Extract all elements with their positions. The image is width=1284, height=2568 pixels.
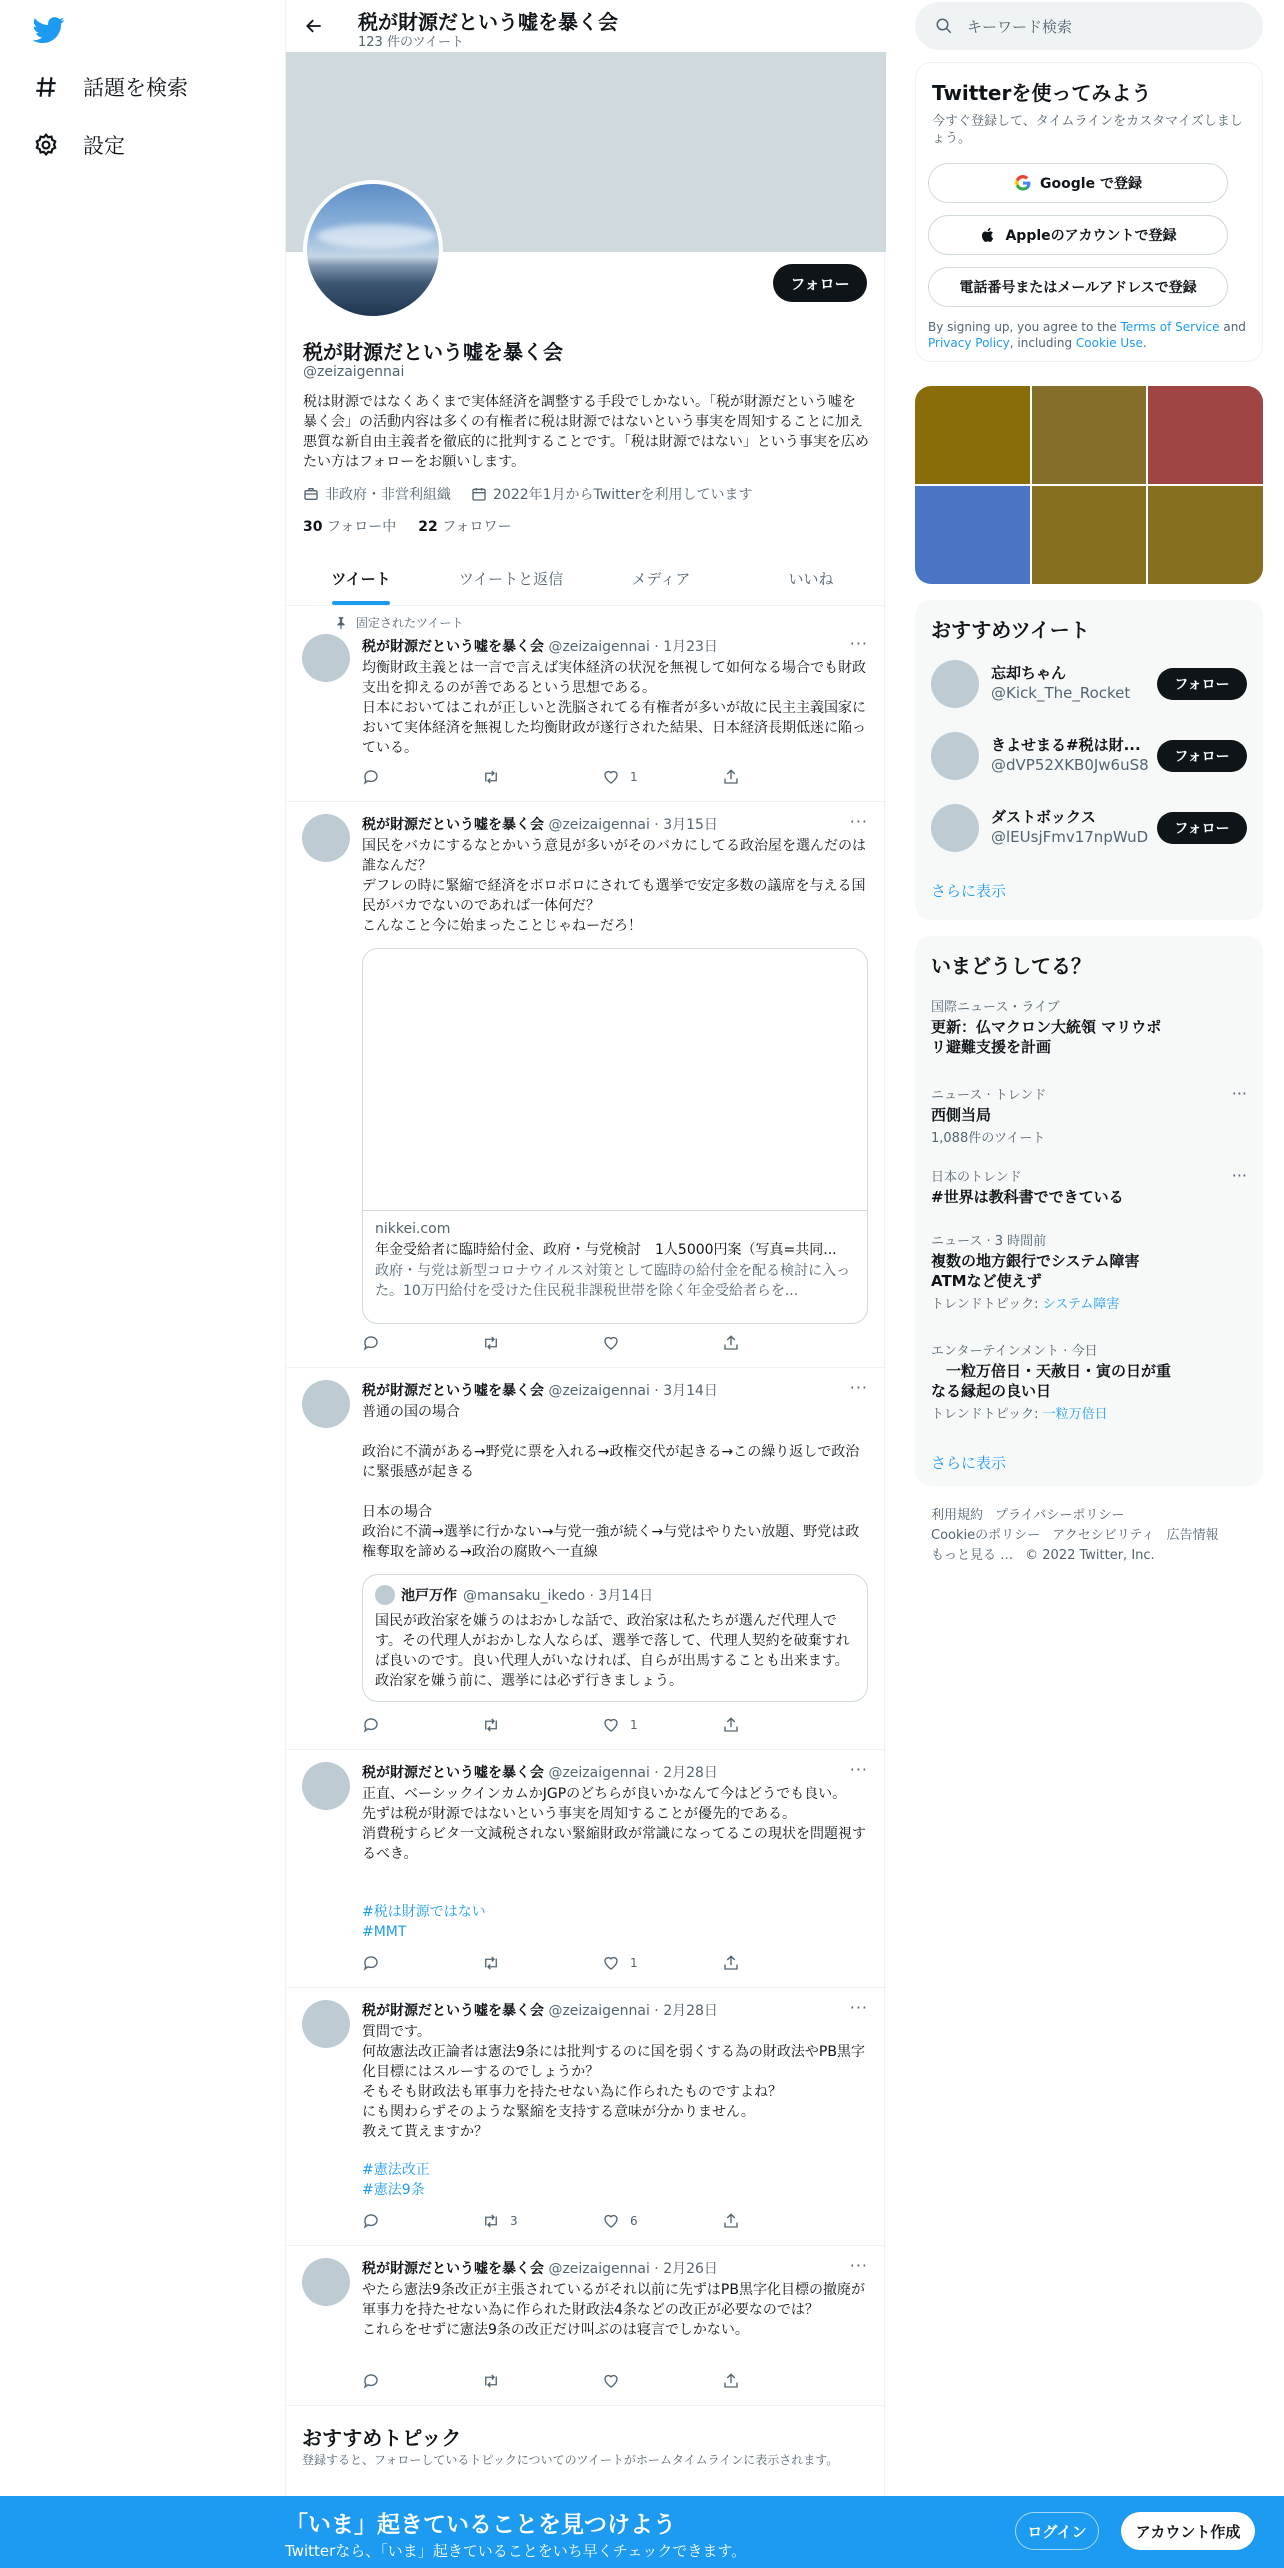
topics-title: おすすめトピック — [302, 2426, 462, 2450]
nav-settings-label: 設定 — [83, 134, 125, 158]
heart-icon — [602, 2212, 620, 2230]
profile-follow-stats — [303, 516, 512, 536]
retweet-icon — [482, 1334, 500, 1352]
tweet-text: 正直、ベーシックインカムかJGPのどちらが良いかなんて今はどうでも良い。 先ずは税が財源ではないという事実を周知することが優先的である。 消費税すらビタ一文減税されない緊縮財政が常識になってるこの現状を問題視するべき。 — [362, 1786, 866, 1862]
profile-column — [285, 0, 885, 2568]
retweet-icon — [482, 2212, 500, 2230]
search-input[interactable] — [915, 2, 1263, 50]
link-card-image — [363, 949, 867, 1211]
cookie-use-link[interactable]: Cookie Use — [1075, 336, 1143, 350]
retweet-button[interactable] — [482, 768, 542, 786]
reply-button[interactable] — [362, 1334, 422, 1352]
tweet-author-name[interactable]: 税が財源だという嘘を暴く会 — [362, 2261, 544, 2277]
account-handle: @dVP52XKB0Jw6uS8 — [991, 756, 1149, 774]
tweet[interactable] — [286, 802, 886, 1368]
tweet-avatar[interactable] — [302, 634, 350, 682]
tweet-meta: @zeizaigennai · 1月23日 — [548, 639, 718, 655]
terms-end: . — [1142, 336, 1147, 350]
tweet-actions — [362, 2212, 782, 2230]
like-button[interactable] — [602, 1716, 662, 1734]
tweet-text: 国民をバカにするなとかいう意見が多いがそのバカにしてる政治屋を選んだのは誰なんだ？ デフレの時に緊縮で経済をボロボロにされても選挙で安定多数の議席を与える国民がバカでないのであれば一体何だ？ こんなこと今に始まったことじゃねーだろ！ — [362, 838, 866, 934]
share-icon — [722, 1954, 740, 1972]
more-options-icon[interactable]: ··· — [1231, 1166, 1247, 1185]
tweet-header — [362, 2000, 718, 2020]
gear-icon — [33, 132, 59, 158]
like-count: 1 — [630, 1718, 638, 1732]
account-name[interactable]: 忘却ちゃん — [991, 664, 1067, 682]
tab-tweets[interactable]: ツイート — [286, 552, 436, 605]
recommended-account[interactable] — [931, 656, 1247, 712]
more-options-icon[interactable]: ··· — [849, 1378, 868, 1397]
tweet-avatar[interactable] — [302, 814, 350, 862]
like-button[interactable] — [602, 2212, 662, 2230]
profile-joined — [471, 484, 752, 504]
trend-item[interactable] — [931, 1166, 1247, 1207]
heart-icon — [602, 1334, 620, 1352]
quote-header — [375, 1585, 855, 1605]
trend-tweet-count: 1,088件のツイート — [931, 1131, 1046, 1146]
tweet-actions — [362, 768, 782, 786]
retweet-icon — [482, 2372, 500, 2390]
heart-icon — [602, 1716, 620, 1734]
reply-icon — [362, 2372, 380, 2390]
tweet-text: やたら憲法9条改正が主張されているがそれ以前に先ずはPB黒字化目標の撤廃が軍事力を持たせない為に作られた財政法4条などの改正が必要なのでは？ これらをせずに憲法9条の改正だけ叫ぶのは寝言でしかない。 — [362, 2282, 865, 2338]
share-button[interactable] — [722, 1716, 782, 1734]
tweet[interactable] — [286, 1368, 886, 1750]
following-link[interactable] — [303, 516, 396, 536]
media-thumbnail[interactable] — [1148, 386, 1263, 484]
like-count: 1 — [630, 770, 638, 784]
recommended-accounts — [915, 600, 1263, 920]
nav-explore[interactable] — [33, 72, 188, 102]
hashtag-icon — [33, 74, 59, 100]
show-more-link[interactable]: さらに表示 — [931, 882, 1007, 900]
link-card[interactable] — [362, 948, 868, 1324]
following-label: フォロー中 — [326, 519, 397, 535]
more-options-icon[interactable]: ··· — [849, 634, 868, 653]
like-count: 6 — [630, 2214, 638, 2228]
avatar[interactable] — [931, 732, 979, 780]
bottom-bar-subtitle: Twitterなら、「いま」起きていることをいち早くチェックできます。 — [285, 2542, 747, 2560]
tweet[interactable] — [286, 2246, 886, 2406]
tweet-text: 均衡財政主義とは一言で言えば実体経済の状況を無視して如何なる場合でも財政支出を抑えるのが善であるという思想である。 日本においてはこれが正しいと洗脳されてる有権者が多いが故に民主主義国家において実体経済を無視した均衡財政が遂行された結果、日本経済長期低迷に陥っている。 — [362, 660, 866, 756]
footer-links — [931, 1506, 1251, 1566]
footer-link[interactable]: Cookieのポリシー — [931, 1528, 1041, 1543]
footer-link[interactable]: アクセシビリティ — [1052, 1528, 1155, 1543]
follow-button[interactable]: フォロー — [1157, 812, 1247, 844]
bottom-bar-title: 「いま」起きていることを見つけよう — [285, 2512, 676, 2538]
tab-tweets-replies[interactable]: ツイートと返信 — [458, 570, 564, 588]
retweet-icon — [482, 1954, 500, 1972]
share-button[interactable] — [722, 768, 782, 786]
trend-topic-label: トレンドトピック: — [931, 1407, 1043, 1422]
media-thumbnail[interactable] — [1148, 486, 1263, 584]
reply-icon — [362, 768, 380, 786]
retweet-icon — [482, 1716, 500, 1734]
terms-prefix: By signing up, you agree to the — [928, 320, 1121, 334]
heart-icon — [602, 768, 620, 786]
copyright: © 2022 Twitter, Inc. — [1025, 1548, 1155, 1563]
apple-icon — [979, 226, 997, 244]
hashtag-link[interactable]: #税は財源ではない — [362, 1904, 486, 1920]
phone-email-signup-button[interactable]: 電話番号またはメールアドレスで登録 — [928, 267, 1228, 307]
trend-topic-link[interactable]: 一粒万倍日 — [1042, 1407, 1108, 1422]
reply-button[interactable] — [362, 2372, 422, 2390]
trend-item[interactable] — [931, 1230, 1247, 1312]
briefcase-icon — [303, 486, 319, 502]
retweet-icon — [482, 768, 500, 786]
tweet-header — [362, 814, 718, 834]
tweet-author-name[interactable]: 税が財源だという嘘を暴く会 — [362, 2003, 544, 2019]
reply-button[interactable] — [362, 768, 422, 786]
profile-handle: @zeizaigennai — [303, 364, 405, 380]
back-button[interactable] — [300, 12, 328, 40]
signup-title: Twitterを使ってみよう — [932, 81, 1152, 105]
tweet[interactable] — [286, 1750, 886, 1988]
tweet[interactable] — [286, 1988, 886, 2246]
quote-avatar — [375, 1585, 395, 1605]
profile-meta — [303, 484, 752, 504]
signup-subtitle: 今すぐ登録して、タイムラインをカスタマイズしましょう。 — [932, 114, 1243, 146]
trend-topic-link[interactable]: システム障害 — [1042, 1297, 1120, 1312]
tweet-meta: @zeizaigennai · 2月28日 — [548, 1765, 718, 1781]
followers-count: 22 — [418, 519, 438, 535]
google-signup-button[interactable] — [928, 163, 1228, 203]
profile-category — [303, 484, 451, 504]
profile-name: 税が財源だという嘘を暴く会 — [303, 340, 563, 364]
heart-icon — [602, 1954, 620, 1972]
trend-item[interactable] — [931, 1340, 1247, 1422]
more-options-icon[interactable]: ··· — [849, 2256, 868, 2275]
follow-button[interactable]: フォロー — [1157, 668, 1247, 700]
account-name[interactable]: ダストボックス — [991, 808, 1096, 826]
pinned-text: 固定されたツイート — [356, 616, 464, 630]
trend-category: ニュース · トレンド — [931, 1088, 1047, 1103]
more-options-icon[interactable]: ··· — [1231, 1084, 1247, 1103]
profile-category-text: 非政府・非営利組織 — [325, 487, 451, 503]
tweet-header — [362, 636, 718, 656]
reply-button[interactable] — [362, 1716, 422, 1734]
nav-explore-label: 話題を検索 — [83, 76, 188, 100]
trend-category: 日本のトレンド — [931, 1170, 1022, 1185]
tweet-header — [362, 2258, 718, 2278]
recommended-account[interactable] — [931, 800, 1247, 856]
reply-icon — [362, 1334, 380, 1352]
tweet-author-name[interactable]: 税が財源だという嘘を暴く会 — [362, 639, 544, 655]
tweet-meta: @zeizaigennai · 3月15日 — [548, 817, 718, 833]
privacy-policy-link[interactable]: Privacy Policy — [928, 336, 1010, 350]
like-button[interactable] — [602, 1954, 662, 1972]
follow-button[interactable]: フォロー — [1157, 740, 1247, 772]
recommended-title: おすすめツイート — [931, 618, 1090, 642]
trends-title: いまどうしてる？ — [931, 954, 1091, 978]
tweet-actions — [362, 1954, 782, 1972]
share-button[interactable] — [722, 2212, 782, 2230]
trend-category: エンターテインメント · 今日 — [931, 1344, 1098, 1359]
tweet-author-name[interactable]: 税が財源だという嘘を暴く会 — [362, 1765, 544, 1781]
more-options-icon[interactable]: ··· — [849, 1998, 868, 2017]
like-button[interactable] — [602, 2372, 662, 2390]
followers-label: フォロワー — [442, 519, 512, 535]
heart-icon — [602, 2372, 620, 2390]
media-thumbnail[interactable] — [915, 486, 1030, 584]
search-placeholder: キーワード検索 — [967, 17, 1073, 36]
hashtag-link[interactable]: #憲法9条 — [362, 2182, 425, 2198]
media-thumbnail[interactable] — [915, 386, 1030, 484]
retweet-button[interactable] — [482, 2372, 542, 2390]
quote-text: 国民が政治家を嫌うのはおかしな話で、政治家は私たちが選んだ代理人です。その代理人がおかしな人ならば、選挙で落して、代理人契約を破棄すれば良いのです。良い代理人がいなければ、自らが出馬することも出来ます。政治家を嫌う前に、選挙には必ず行きましょう。 — [375, 1613, 850, 1689]
trend-topic — [931, 1293, 1247, 1312]
more-options-icon[interactable]: ··· — [849, 812, 868, 831]
retweet-button[interactable] — [482, 2212, 542, 2230]
terms-of-service-link[interactable]: Terms of Service — [1120, 320, 1220, 334]
trend-name: 複数の地方銀行でシステム障害 ATMなど使えず — [931, 1252, 1140, 1290]
link-card-description: 政府・与党は新型コロナウイルス対策として臨時の給付金を配る検討に入った。10万円給付を受けた住民税非課税世帯を除く年金受給者らを... — [375, 1263, 851, 1299]
trend-topic — [931, 1403, 1247, 1422]
link-card-domain: nikkei.com — [375, 1221, 451, 1237]
profile-avatar[interactable] — [303, 180, 443, 320]
reply-button[interactable] — [362, 1954, 422, 1972]
reply-icon — [362, 2212, 380, 2230]
header-title: 税が財源だという嘘を暴く会 — [358, 10, 618, 34]
account-handle: @lEUsjFmv17npWuD — [991, 828, 1149, 846]
tab-likes[interactable]: いいね — [788, 570, 834, 588]
tweet-header — [362, 1762, 718, 1782]
show-more-link[interactable]: さらに表示 — [931, 1454, 1007, 1472]
reply-icon — [362, 1954, 380, 1972]
recommended-account[interactable] — [931, 728, 1247, 784]
tweet[interactable] — [286, 606, 886, 802]
apple-signup-button[interactable] — [928, 215, 1228, 255]
trend-name: #世界は教科書でできている — [931, 1188, 1124, 1206]
quote-tweet[interactable] — [362, 1574, 868, 1702]
terms-including: , including — [1009, 336, 1076, 350]
tweet-text: 普通の国の場合 政治に不満がある→野党に票を入れる→政権交代が起きる→この繰り返しで政治に緊張感が起きる 日本の場合 政治に不満→選挙に行かない→与党一強が続く→与党はやりたい放題、野党は政権奪取を諦める→政治の腐敗へ一直線 — [362, 1404, 860, 1560]
avatar[interactable] — [931, 804, 979, 852]
following-count: 30 — [303, 519, 323, 535]
more-options-icon[interactable]: ··· — [849, 1760, 868, 1779]
header-tweet-count: 123 件のツイート — [358, 35, 465, 50]
avatar[interactable] — [931, 660, 979, 708]
tweet-meta: @zeizaigennai · 2月28日 — [548, 2003, 718, 2019]
twitter-logo-icon[interactable] — [33, 14, 65, 46]
share-icon — [722, 768, 740, 786]
footer-link[interactable]: 広告情報 — [1166, 1528, 1219, 1543]
google-icon — [1014, 174, 1032, 192]
hashtag-link[interactable]: #憲法改正 — [362, 2162, 430, 2178]
tweet-avatar[interactable] — [302, 2258, 350, 2306]
share-icon — [722, 2372, 740, 2390]
tweet-actions — [362, 1716, 782, 1734]
followers-link[interactable] — [418, 516, 511, 536]
calendar-icon — [471, 486, 487, 502]
tweet-avatar[interactable] — [302, 1762, 350, 1810]
footer-link[interactable]: プライバシーポリシー — [995, 1508, 1125, 1523]
link-card-title: 年金受給者に臨時給付金、政府・与党検討 1人5000円案（写真=共同... — [375, 1242, 837, 1258]
tweet-text: 質問です。 何故憲法改正論者は憲法9条には批判するのに国を弱くする為の財政法やPB黒字化目標にはスルーするのでしょうか？ そもそも財政法も軍事力を持たせない為に作られたものですよね？ にも関わらずそのような緊縮を支持する意味が分かりません。 教えて貰えますか？ — [362, 2024, 865, 2140]
reply-icon — [362, 1716, 380, 1734]
reply-button[interactable] — [362, 2212, 422, 2230]
share-button[interactable] — [722, 2372, 782, 2390]
quote-author-name: 池戸万作 — [401, 1588, 457, 1604]
retweet-count: 3 — [510, 2214, 518, 2228]
tweet-header — [362, 1380, 718, 1400]
back-arrow-icon — [304, 16, 324, 36]
media-thumbnail[interactable] — [1032, 386, 1147, 484]
like-count: 1 — [630, 1956, 638, 1970]
nav-settings[interactable] — [33, 130, 125, 160]
quote-meta: @mansaku_ikedo · 3月14日 — [463, 1588, 654, 1604]
share-icon — [722, 2212, 740, 2230]
footer-link[interactable]: もっと見る … — [931, 1548, 1014, 1563]
trend-topic-label: トレンドトピック: — [931, 1297, 1043, 1312]
share-icon — [722, 1716, 740, 1734]
search-icon — [935, 17, 953, 35]
tweet-actions — [362, 2372, 782, 2390]
profile-header-bar — [286, 0, 886, 52]
register-button[interactable]: アカウント作成 — [1121, 2512, 1255, 2550]
profile-bio: 税は財源ではなくあくまで実体経済を調整する手段でしかない。「税が財源だという嘘を暴く会」の活動内容は多くの有権者に税は財源ではないという事実を周知することに加え悪質な新自由主義者を徹底的に批判することです。「税は財源ではない」という事実を広めたい方はフォローをお願いします。 — [303, 394, 869, 470]
share-icon — [722, 1334, 740, 1352]
trend-name: 一粒万倍日・天赦日・寅の日が重なる縁起の良い日 — [931, 1362, 1172, 1400]
trend-category: ニュース · 3 時間前 — [931, 1234, 1047, 1249]
share-button[interactable] — [722, 1954, 782, 1972]
left-nav — [0, 0, 285, 2568]
signup-panel — [915, 62, 1263, 362]
trends-panel — [915, 936, 1263, 1486]
tweet-avatar[interactable] — [302, 2000, 350, 2048]
signup-bottom-bar — [0, 2496, 1284, 2568]
like-button[interactable] — [602, 768, 662, 786]
tweet-meta: @zeizaigennai · 3月14日 — [548, 1383, 718, 1399]
signup-terms — [928, 319, 1248, 351]
login-button[interactable]: ログイン — [1015, 2512, 1099, 2550]
retweet-button[interactable] — [482, 1334, 542, 1352]
media-grid — [915, 386, 1263, 584]
google-signup-label: Google で登録 — [1040, 176, 1142, 192]
trend-name: 西側当局 — [931, 1106, 992, 1124]
apple-signup-label: Appleのアカウントで登録 — [1005, 228, 1177, 244]
account-name[interactable]: きよせまる#税は財... — [991, 736, 1141, 754]
account-handle: @Kick_The_Rocket — [991, 684, 1131, 702]
media-thumbnail[interactable] — [1032, 486, 1147, 584]
trend-item[interactable] — [931, 996, 1247, 1057]
trend-item[interactable] — [931, 1084, 1247, 1146]
tweet-meta: @zeizaigennai · 2月26日 — [548, 2261, 718, 2277]
topics-subtitle: 登録すると、フォローしているトピックについてのツイートがホームタイムラインに表示されます。 — [302, 2453, 839, 2467]
retweet-button[interactable] — [482, 1716, 542, 1734]
tweet-author-name[interactable]: 税が財源だという嘘を暴く会 — [362, 1383, 544, 1399]
footer-link[interactable]: 利用規約 — [931, 1508, 984, 1523]
share-button[interactable] — [722, 1334, 782, 1352]
terms-and: and — [1219, 320, 1246, 334]
tweet-actions — [362, 1334, 782, 1352]
tweet-avatar[interactable] — [302, 1380, 350, 1428]
hashtag-link[interactable]: #MMT — [362, 1924, 407, 1940]
trend-category: 国際ニュース・ライブ — [931, 1000, 1060, 1015]
recommended-topics — [286, 2410, 886, 2470]
profile-tabs — [286, 552, 886, 606]
retweet-button[interactable] — [482, 1954, 542, 1972]
tweet-author-name[interactable]: 税が財源だという嘘を暴く会 — [362, 817, 544, 833]
like-button[interactable] — [602, 1334, 662, 1352]
trend-name: 更新：仏マクロン大統領 マリウポリ避難支援を計画 — [931, 1018, 1162, 1056]
tab-media[interactable]: メディア — [631, 570, 691, 588]
follow-button[interactable]: フォロー — [773, 264, 867, 302]
profile-joined-text: 2022年1月からTwitterを利用しています — [493, 487, 753, 503]
